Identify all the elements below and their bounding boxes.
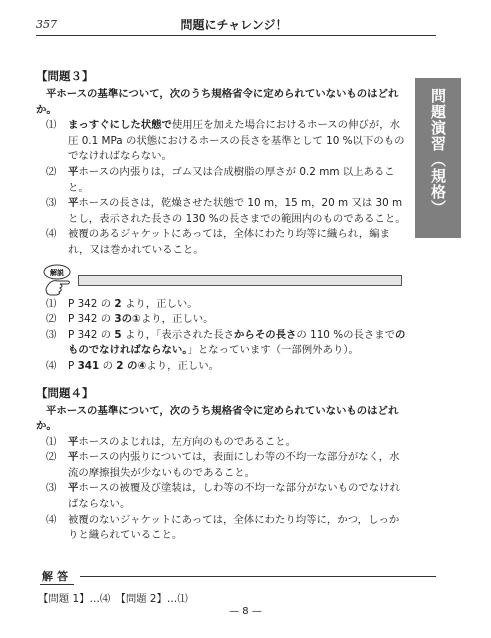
question-4-option: ⑴ 平ホースのよじれは，左方向のものであること。 — [46, 435, 297, 448]
svg-text:解説: 解説 — [50, 268, 64, 277]
option-text: 被覆のあるジャケットにあっては，全体にわたり均等に織られ，編まれ，又は巻かれていること。 — [68, 228, 390, 256]
footer-page-number: — 8 — — [229, 606, 262, 617]
option-number: ⑶ — [46, 197, 57, 210]
header-rule — [36, 35, 436, 36]
explanation-item: ⑵ P 342 の 3の①より，正しい。 — [46, 313, 214, 326]
explanation-item: ⑷ P 341 の 2 の④より，正しい。 — [46, 359, 220, 372]
option-text: まっすぐにした状態で使用圧を加えた場合におけるホースの伸びが，水圧 0.1 MPa の状態におけるホースの長さを基準として 10 %以下のものでなければならない。 — [68, 119, 405, 163]
answer-text: 【問題 1】…⑷ 【問題 2】…⑴ — [38, 593, 188, 605]
content — [36, 68, 406, 544]
mascot-pointing-hand-icon — [40, 263, 76, 297]
explanation-bar — [78, 275, 402, 286]
option-text: 平ホースの長さは，乾燥させた状態で 10 m，15 m，20 m 又は 30 m とし，表示された長さの 130 %の長さまでの範囲内のものであること。 — [68, 197, 406, 225]
question-4-stem: 平ホースの基準について，次のうち規格省令に定められていないものはどれか。 — [36, 404, 399, 433]
explanation-header — [36, 263, 406, 297]
question-3-stem: 平ホースの基準について，次のうち規格省令に定められていないものはどれか。 — [36, 88, 399, 116]
question-4-option: ⑶ 平ホースの被覆及び塗装は，しわ等の不均一な部分がないものでなければならない。 — [46, 482, 400, 511]
option-number: ⑷ — [46, 228, 57, 241]
option-number: ⑴ — [46, 119, 57, 132]
option-number: ⑵ — [46, 165, 57, 178]
answer-section — [36, 568, 436, 605]
side-tab — [415, 78, 461, 238]
question-3-option — [36, 165, 406, 196]
question-4-option: ⑵ 平ホースの内張りについては，表面にしわ等の不均一な部分がなく，水流の摩擦損失が少ないものであること。 — [46, 451, 400, 479]
question-3-option — [36, 227, 406, 258]
page-number: 357 — [36, 18, 57, 31]
question-3-title: 【問題３】 — [36, 69, 94, 83]
question-3-option — [36, 118, 406, 165]
side-tab-label: 問題演習（規格） — [429, 88, 447, 216]
header-title: 問題にチャレンジ！ — [180, 18, 288, 32]
explanation-item: ⑴ P 342 の 2 より，正しい。 — [46, 297, 198, 310]
question-4-title: 【問題４】 — [36, 385, 94, 400]
option-text: 平ホースの内張りは，ゴム又は合成樹脂の厚さが 0.2 mm 以上あること。 — [68, 165, 395, 194]
question-4-option: ⑷ 被覆のないジャケットにあっては，全体にわたり均等に，かつ，しっかりと織られていること。 — [46, 513, 400, 542]
answer-label: 解答 — [42, 570, 72, 583]
page-header — [36, 16, 432, 34]
answer-rule — [80, 576, 436, 577]
explanation-item: ⑶ P 342 の 5 より，「表示された長さからその長さの 110 %の長さまでのものでなければならない。」となっています（一部例外あり）。 — [46, 328, 406, 357]
question-3-option — [36, 196, 406, 227]
